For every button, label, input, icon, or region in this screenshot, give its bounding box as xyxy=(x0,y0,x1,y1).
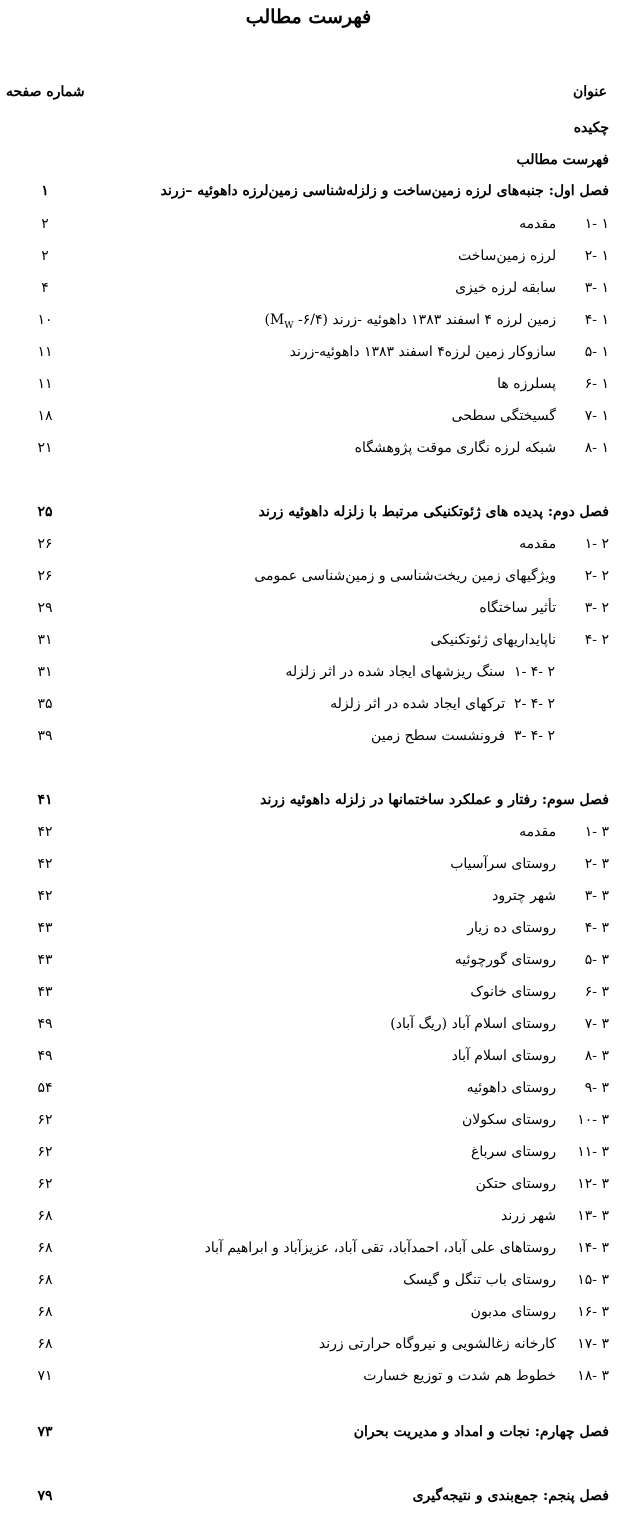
toc-entry[interactable] xyxy=(0,818,617,846)
toc-entry-code: ۳ -۶ xyxy=(584,984,609,1000)
toc-entry-label: روستای سکولان xyxy=(461,1112,557,1128)
toc-entry-label: ناپایداریهای ژئوتکنیکی xyxy=(430,632,557,648)
toc-entry-title xyxy=(450,850,609,878)
toc-entry-title xyxy=(260,786,609,814)
toc-page-number: ۳۱ xyxy=(37,664,53,680)
toc-page-number: ۴۲ xyxy=(37,856,53,872)
toc-entry-label: گسیختگی سطحی xyxy=(451,408,557,424)
toc-entry-label: فصل چهارم: نجات و امداد و مدیریت بحران xyxy=(353,1424,609,1440)
toc-entry-title xyxy=(519,818,609,846)
toc-entry-code: ۲ -۴ xyxy=(584,632,609,648)
toc-page-number: ۶۲ xyxy=(37,1176,53,1192)
toc-entry[interactable] xyxy=(0,1202,617,1230)
toc-entry-title xyxy=(467,1074,609,1102)
toc-entry[interactable] xyxy=(0,1074,617,1102)
toc-page-number: ۷۹ xyxy=(37,1488,53,1504)
toc-entry-title xyxy=(492,882,609,910)
toc-page-number: ۴۳ xyxy=(37,920,53,936)
toc-page-number: ۳۵ xyxy=(37,696,53,712)
toc-entry-code: ۳ -۱۸ xyxy=(577,1368,609,1384)
toc-entry-code: ۳ -۱۲ xyxy=(577,1176,609,1192)
column-header-title: عنوان xyxy=(573,84,607,100)
toc-entry[interactable] xyxy=(0,914,617,942)
toc-entry-label: زمین لرزه ۴ اسفند ۱۳۸۳ داهوئیه -زرند (M xyxy=(269,312,557,328)
toc-page-number: ۱۱ xyxy=(37,376,53,392)
toc-entry[interactable] xyxy=(0,338,617,366)
toc-entry-title xyxy=(290,338,609,366)
toc-page-number: ۲۶ xyxy=(37,536,53,552)
toc-entry[interactable] xyxy=(0,1330,617,1358)
toc-entry[interactable] xyxy=(0,658,617,686)
toc-page-number: ۴۳ xyxy=(37,952,53,968)
toc-entry-subscript: W xyxy=(284,320,294,331)
toc-entry[interactable] xyxy=(0,210,617,238)
toc-entry-code: ۳ -۱۵ xyxy=(577,1272,609,1288)
toc-front-entry[interactable] xyxy=(0,146,617,174)
toc-entry-code: ۱ -۴ xyxy=(584,312,609,328)
toc-entry-code: ۲ -۱ xyxy=(584,536,609,552)
toc-entry[interactable] xyxy=(0,562,617,590)
toc-entry-label: شبکه لرزه نگاری موقت پژوهشگاه xyxy=(354,440,557,456)
toc-page-number: ۴۹ xyxy=(37,1016,53,1032)
toc-entry-code: ۳ -۱۴ xyxy=(577,1240,609,1256)
toc-entry-code: ۳ -۱۱ xyxy=(577,1144,609,1160)
toc-chapter-entry[interactable] xyxy=(0,1418,617,1446)
toc-entry-code: ۲ -۴ -۲ xyxy=(514,696,555,712)
toc-entry-label: مقدمه xyxy=(519,536,557,552)
toc-entry-code: ۱ -۲ xyxy=(584,248,609,264)
toc-entry[interactable] xyxy=(0,850,617,878)
toc-entry-label: کارخانه زغالشویی و نیروگاه حرارتی زرند xyxy=(318,1336,557,1352)
toc-entry-label: شهر چترود xyxy=(492,888,557,904)
toc-page-number: ۴۲ xyxy=(37,824,53,840)
toc-page-number: ۷۱ xyxy=(37,1368,53,1384)
toc-entry-label: فصل اول: جنبه‌های لرزه زمین‌ساخت و زلزله‌شناسی زمین‌لرزه داهوئیه –زرند xyxy=(160,183,609,199)
toc-entry-title xyxy=(363,1362,609,1390)
toc-entry-code: ۳ -۱۰ xyxy=(577,1112,609,1128)
toc-entry[interactable] xyxy=(0,306,617,334)
toc-entry-title xyxy=(161,177,609,205)
toc-entry[interactable] xyxy=(0,1042,617,1070)
toc-entry-label: روستای مدبون xyxy=(470,1304,557,1320)
toc-entry-title xyxy=(471,1298,609,1326)
toc-entry-code: ۳ -۱ xyxy=(584,824,609,840)
toc-entry-label: روستای داهوئیه xyxy=(466,1080,557,1096)
toc-entry-label: پسلرزه ها xyxy=(497,376,557,392)
toc-entry-label: روستای حتکن xyxy=(475,1176,557,1192)
toc-page-number: ۶۸ xyxy=(37,1336,53,1352)
toc-page-number: ۱۱ xyxy=(37,344,53,360)
toc-entry-title xyxy=(501,1202,609,1230)
toc-entry-code: ۳ -۱۶ xyxy=(577,1304,609,1320)
toc-entry-code: ۱ -۶ xyxy=(584,376,609,392)
toc-entry-label-suffix: -۶/۴) xyxy=(264,312,323,328)
toc-entry[interactable] xyxy=(0,1138,617,1166)
toc-entry[interactable] xyxy=(0,1106,617,1134)
toc-entry-title xyxy=(455,946,609,974)
toc-page-number: ۱۰ xyxy=(37,312,53,328)
toc-page-number: ۶۸ xyxy=(37,1304,53,1320)
toc-entry-code: ۳ -۵ xyxy=(584,952,609,968)
toc-entry[interactable] xyxy=(0,1266,617,1294)
toc-entry[interactable] xyxy=(0,1234,617,1262)
toc-entry-title xyxy=(430,626,609,654)
toc-entry-label: روستای ده زیار xyxy=(467,920,557,936)
toc-entry-title xyxy=(467,914,609,942)
toc-entry[interactable] xyxy=(0,946,617,974)
toc-entry-code: ۱ -۸ xyxy=(584,440,609,456)
toc-entry[interactable] xyxy=(0,242,617,270)
toc-page-number: ۲۱ xyxy=(37,440,53,456)
page-title: فهرست مطالب xyxy=(245,6,372,28)
toc-page-number: ۷۳ xyxy=(37,1424,53,1440)
toc-page-number: ۳۱ xyxy=(37,632,53,648)
toc-entry[interactable] xyxy=(0,626,617,654)
toc-page-number: ۲ xyxy=(41,248,49,264)
toc-page-number: ۶۲ xyxy=(37,1112,53,1128)
toc-entry-label: تأثیر ساختگاه xyxy=(479,600,557,616)
toc-entry[interactable] xyxy=(0,1362,617,1390)
toc-entry[interactable] xyxy=(0,402,617,430)
toc-entry-label: مقدمه xyxy=(519,216,557,232)
toc-entry[interactable] xyxy=(0,274,617,302)
toc-page-number: ۲۶ xyxy=(37,568,53,584)
toc-page-number: ۴۹ xyxy=(37,1048,53,1064)
toc-entry-title xyxy=(462,1106,609,1134)
toc-front-entry[interactable] xyxy=(0,114,617,142)
toc-page-number: ۴ xyxy=(41,280,49,296)
toc-entry[interactable] xyxy=(0,1010,617,1038)
toc-entry-code: ۱ -۳ xyxy=(584,280,609,296)
toc-entry-title: فهرست مطالب xyxy=(516,152,609,168)
toc-chapter-entry[interactable] xyxy=(0,498,617,526)
toc-entry-code: ۳ -۷ xyxy=(584,1016,609,1032)
toc-entry-title xyxy=(479,594,609,622)
toc-entry-title xyxy=(452,402,609,430)
toc-entry-code: ۱ -۵ xyxy=(584,344,609,360)
toc-entry-code: ۱ -۷ xyxy=(584,408,609,424)
toc-entry-label: روستای سرباغ xyxy=(470,1144,557,1160)
toc-entry[interactable] xyxy=(0,690,617,718)
toc-entry[interactable] xyxy=(0,978,617,1006)
toc-entry-label: خطوط هم شدت و توزیع خسارت xyxy=(363,1368,557,1384)
toc-entry-title xyxy=(319,1330,609,1358)
toc-page-number: ۴۲ xyxy=(37,888,53,904)
toc-entry[interactable] xyxy=(0,1170,617,1198)
toc-entry-code: ۲ -۳ xyxy=(584,600,609,616)
toc-entry-title xyxy=(355,434,609,462)
toc-entry-label: شهر زرند xyxy=(500,1208,557,1224)
toc-entry-label: سنگ ریزشهای ایجاد شده در اثر زلزله xyxy=(285,664,506,680)
toc-entry[interactable] xyxy=(0,882,617,910)
toc-entry-label: روستاهای علی آباد، احمدآباد، تقی آباد، عزیزآباد و ابراهیم آباد xyxy=(204,1240,557,1256)
toc-entry-code: ۳ -۳ xyxy=(584,888,609,904)
toc-page-number: ۲۵ xyxy=(37,504,53,520)
toc-chapter-entry[interactable] xyxy=(0,1482,617,1510)
toc-entry[interactable] xyxy=(0,434,617,462)
toc-entry-label: ویژگیهای زمین ریخت‌شناسی و زمین‌شناسی عمومی xyxy=(254,568,557,584)
toc-page-number: ۶۲ xyxy=(37,1144,53,1160)
toc-entry-title: چکیده xyxy=(573,120,609,136)
toc-entry-title xyxy=(519,210,609,238)
toc-entry-code: ۲ -۴ -۳ xyxy=(514,728,555,744)
toc-chapter-entry[interactable] xyxy=(0,786,617,814)
toc-entry-code: ۲ -۴ -۱ xyxy=(514,664,555,680)
toc-entry-title xyxy=(413,1482,609,1510)
toc-entry[interactable] xyxy=(0,530,617,558)
toc-entry-label: لرزه زمین‌ساخت xyxy=(458,248,557,264)
toc-entry-label: روستای سرآسیاب xyxy=(450,856,557,872)
toc-entry-title xyxy=(354,1418,609,1446)
toc-page-number: ۱ xyxy=(41,183,49,199)
toc-entry[interactable] xyxy=(0,722,617,750)
toc-entry-label: روستای باب تنگل و گیسک xyxy=(403,1272,557,1288)
column-header-page: شماره صفحه xyxy=(6,84,85,100)
toc-entry-title xyxy=(458,242,609,270)
toc-entry-title xyxy=(470,978,609,1006)
toc-entry-title xyxy=(452,1042,609,1070)
toc-entry-code: ۳ -۲ xyxy=(584,856,609,872)
toc-page-number: ۱۸ xyxy=(37,408,53,424)
toc-entry-code: ۳ -۴ xyxy=(584,920,609,936)
toc-entry-label: سابقه لرزه خیزی xyxy=(455,280,557,296)
toc-page-number: ۲۹ xyxy=(37,600,53,616)
toc-entry-code: ۳ -۱۷ xyxy=(577,1336,609,1352)
toc-entry[interactable] xyxy=(0,594,617,622)
toc-entry[interactable] xyxy=(0,1298,617,1326)
toc-entry-title xyxy=(264,306,609,340)
toc-chapter-entry[interactable] xyxy=(0,177,617,205)
toc-entry-label: روستای گورچوئیه xyxy=(454,952,557,968)
toc-entry-title xyxy=(471,1138,609,1166)
toc-entry-title xyxy=(254,562,609,590)
toc-entry-title xyxy=(259,498,609,526)
toc-entry-code: ۲ -۲ xyxy=(584,568,609,584)
toc-entry-title xyxy=(497,370,609,398)
toc-entry-code: ۱ -۱ xyxy=(584,216,609,232)
toc-entry-title xyxy=(371,722,555,750)
toc-page-number: ۶۸ xyxy=(37,1272,53,1288)
toc-entry-title xyxy=(390,1010,609,1038)
toc-entry-title xyxy=(455,274,609,302)
toc-entry-label: فرونشست سطح زمین xyxy=(371,728,506,744)
toc-page-number: ۳۹ xyxy=(37,728,53,744)
toc-entry-title xyxy=(519,530,609,558)
toc-entry-code: ۳ -۱۳ xyxy=(577,1208,609,1224)
toc-entry-label: سازوکار زمین لرزه۴ اسفند ۱۳۸۳ داهوئیه-زرند xyxy=(289,344,557,360)
toc-entry-title xyxy=(205,1234,609,1262)
toc-entry-title xyxy=(476,1170,609,1198)
toc-entry-label: ترکهای ایجاد شده در اثر زلزله xyxy=(330,696,506,712)
toc-entry-code: ۳ -۸ xyxy=(584,1048,609,1064)
toc-page-number: ۵۴ xyxy=(37,1080,53,1096)
toc-entry-label: روستای اسلام آباد xyxy=(451,1048,557,1064)
toc-entry-label: فصل دوم: پدیده های ژئوتکنیکی مرتبط با زلزله داهوئیه زرند xyxy=(258,504,609,520)
toc-entry-label: فصل پنجم: جمع‌بندی و نتیجه‌گیری xyxy=(412,1488,609,1504)
toc-entry[interactable] xyxy=(0,370,617,398)
toc-entry-title xyxy=(403,1266,609,1294)
toc-page-number: ۶۸ xyxy=(37,1240,53,1256)
toc-page-number: ۶۸ xyxy=(37,1208,53,1224)
toc-entry-label: فصل سوم: رفتار و عملکرد ساختمانها در زلزله داهوئیه زرند xyxy=(260,792,609,808)
toc-entry-title xyxy=(285,658,555,686)
toc-entry-code: ۳ -۹ xyxy=(584,1080,609,1096)
toc-entry-label: روستای اسلام آباد (ریگ آباد) xyxy=(390,1016,557,1032)
toc-entry-label: مقدمه xyxy=(519,824,557,840)
toc-page-number: ۲ xyxy=(41,216,49,232)
toc-entry-title xyxy=(330,690,555,718)
toc-entry-label: روستای خانوک xyxy=(470,984,557,1000)
toc-page-number: ۴۱ xyxy=(37,792,53,808)
toc-page-number: ۴۳ xyxy=(37,984,53,1000)
